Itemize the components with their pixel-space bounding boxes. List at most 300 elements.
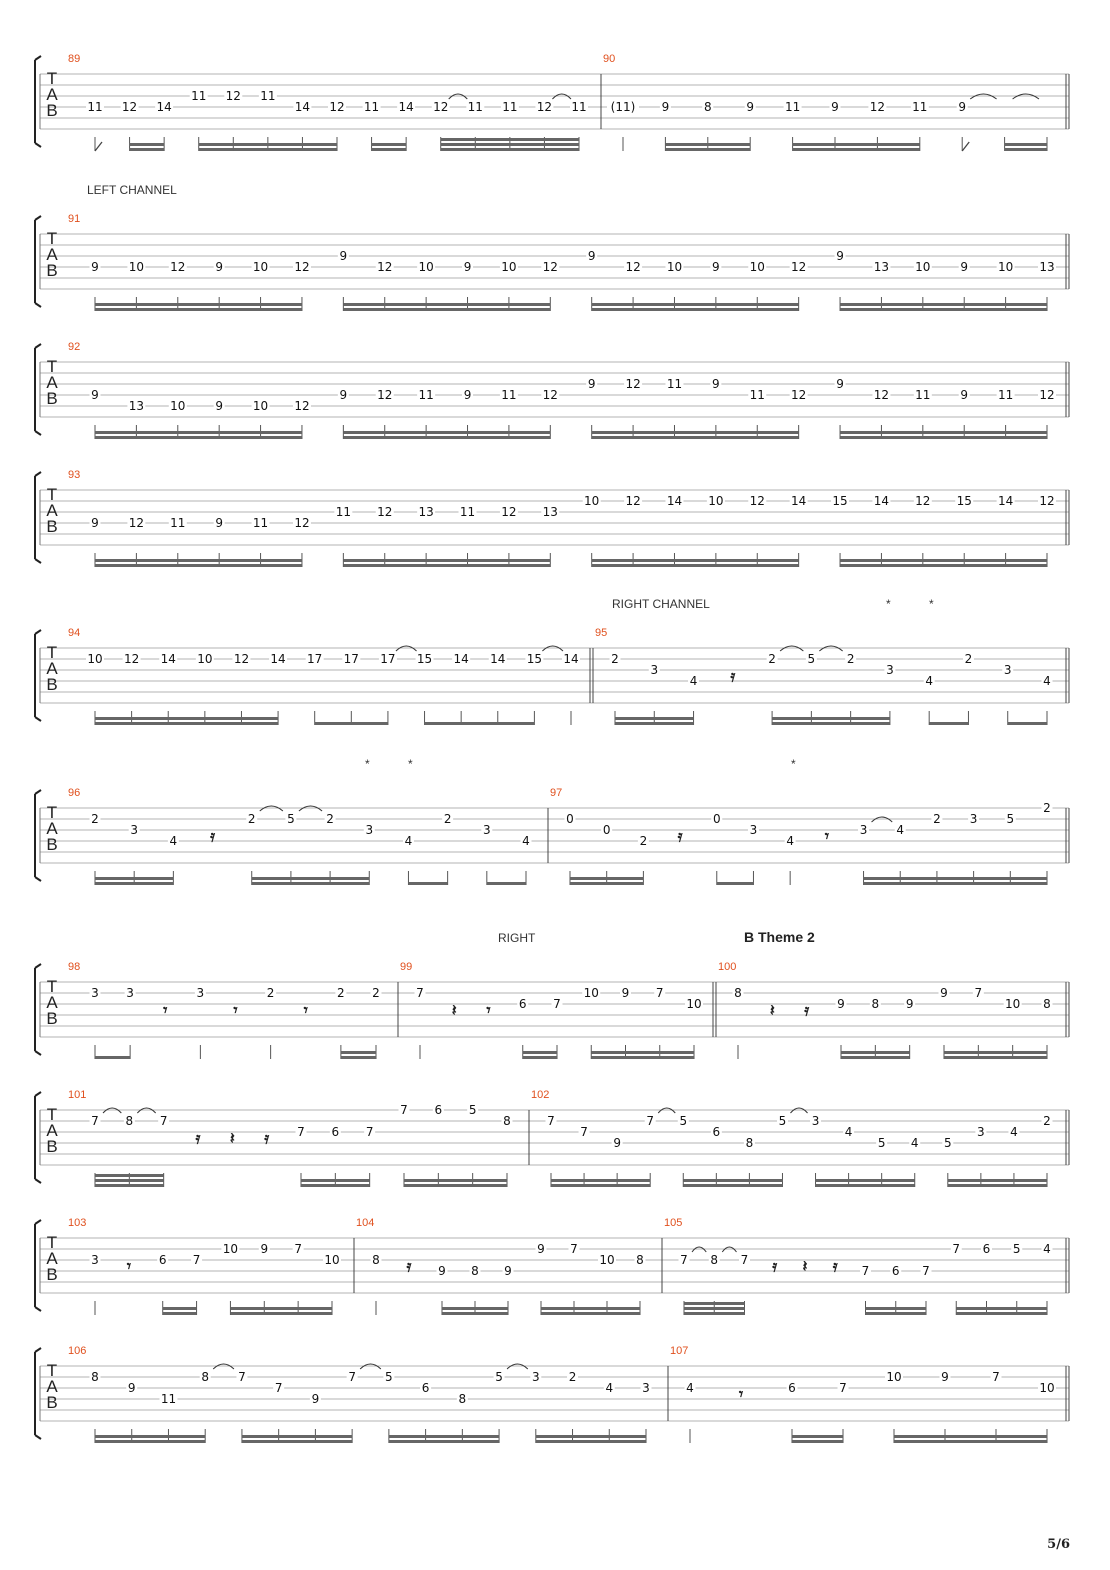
fret-number: 11 [260,89,276,103]
fret-number: 3 [642,1381,650,1395]
tab-clef-letter: A [46,85,58,104]
fret-number: 6 [891,1264,900,1278]
beam [233,148,337,151]
beam [301,1179,370,1182]
beam [570,882,643,885]
tie-arc [542,646,563,651]
fret-number: 9 [91,516,99,530]
fret-number: 12 [121,100,138,114]
beam [252,877,370,880]
beam [948,1184,1047,1187]
beam [592,436,799,439]
beam [95,877,173,880]
fret-number: 10 [222,1242,239,1256]
beam [130,148,165,151]
tab-clef-letter: T [46,229,58,248]
fret-number: 8 [372,1253,380,1267]
fret-number: 9 [960,260,969,274]
fret-number: 4 [522,834,530,848]
fret-number: 6 [331,1125,340,1139]
beam [592,431,799,434]
fret-number: 9 [613,1136,621,1150]
fret-number: 9 [712,377,720,391]
fret-number: 13 [1039,260,1055,274]
tie-arc [692,1247,706,1252]
fret-number: 10 [252,399,269,413]
beam [441,138,579,141]
fret-number: 8 [458,1392,467,1406]
beam [343,431,550,434]
beam [442,1312,508,1315]
measure-number: 99 [400,961,413,973]
beam [95,1435,205,1438]
tab-clef-letter: T [46,357,58,376]
beam [840,436,1047,439]
beam [389,1440,499,1443]
fret-number: 10 [324,1253,340,1267]
fret-number: 9 [941,1370,949,1384]
tab-clef-letter: T [46,69,58,88]
fret-number: 3 [1003,663,1012,677]
fret-number: 2 [768,652,776,666]
beam [315,722,388,725]
beam [615,722,694,725]
fret-number: 8 [201,1370,210,1384]
beam [792,1435,843,1438]
measure-number: 103 [68,1217,87,1229]
fret-number: 8 [1043,997,1051,1011]
beam [163,1307,197,1310]
fret-number: 3 [749,823,758,837]
articulation-star: * [886,597,891,611]
beam [944,1056,1047,1059]
beam [929,722,968,725]
beam [441,143,579,146]
fret-number: 14 [666,494,683,508]
fret-number: 14 [270,652,286,666]
fret-number: 9 [215,399,223,413]
tie-arc [552,94,571,99]
beam [95,431,302,434]
section-title: B Theme 2 [744,929,815,945]
fret-number: (11) [610,100,636,114]
fret-number: 10 [170,399,186,413]
tie-arc [213,1364,234,1369]
fret-number: 7 [159,1114,168,1128]
fret-number: 2 [611,652,619,666]
tie-arc [790,1108,807,1113]
tab-clef-letter: A [46,1377,58,1396]
tab-clef-letter: B [46,1009,58,1028]
fret-number: 7 [839,1381,847,1395]
fret-number: 10 [584,494,600,508]
fret-number: 9 [438,1264,446,1278]
fret-number: 6 [982,1242,991,1256]
fret-number: 7 [570,1242,578,1256]
fret-number: 2 [91,812,99,826]
fret-number: 9 [463,260,472,274]
fret-number: 2 [639,834,648,848]
fret-number: 5 [287,812,295,826]
fret-number: 12 [433,100,449,114]
beam [665,148,750,151]
tab-clef-letter: A [46,1121,58,1140]
tab-system [35,1089,1069,1187]
fret-number: 8 [636,1253,644,1267]
fret-number: 14 [398,100,414,114]
fret-number: 15 [832,494,848,508]
fret-number: 13 [418,505,434,519]
tab-clef-letter: T [46,977,58,996]
tab-clef-letter: B [46,517,58,536]
measure-number: 101 [68,1089,87,1101]
rest-symbol: 𝄿 [406,1256,412,1276]
fret-number: 7 [294,1242,302,1256]
fret-number: 8 [734,986,742,1000]
beam [199,148,234,151]
articulation-star: * [408,757,413,771]
fret-number: 12 [329,100,345,114]
tab-system [35,1217,1069,1315]
beam [95,303,302,306]
fret-number: 9 [339,388,348,402]
fret-number: 9 [960,388,969,402]
fret-number: 13 [128,399,145,413]
fret-number: 4 [925,674,934,688]
beam [684,1312,745,1315]
fret-number: 4 [689,674,698,688]
fret-number: 10 [599,1253,615,1267]
articulation-star: * [365,757,370,771]
fret-number: 12 [501,505,517,519]
fret-number: 3 [977,1125,985,1139]
fret-number: 7 [992,1370,1000,1384]
fret-number: 10 [886,1370,902,1384]
fret-number: 10 [128,260,145,274]
tab-clef-letter: B [46,1393,58,1412]
fret-number: 3 [969,812,978,826]
beam [95,1179,164,1182]
fret-number: 3 [886,663,894,677]
fret-number: 6 [421,1381,430,1395]
beam [840,564,1047,567]
fret-number: 7 [91,1114,99,1128]
fret-number: 6 [158,1253,167,1267]
beam [864,882,1047,885]
fret-number: 3 [91,986,99,1000]
channel-label: RIGHT [498,931,536,945]
beam [1005,148,1047,151]
tab-clef-letter: T [46,1105,58,1124]
fret-number: 3 [196,986,205,1000]
channel-label: LEFT CHANNEL [87,183,177,197]
measure-number: 106 [68,1345,87,1357]
beam [233,143,337,146]
fret-number: 9 [215,260,223,274]
beam [551,1184,650,1187]
fret-number: 3 [126,986,134,1000]
beam [816,1179,915,1182]
tie-arc [260,806,283,811]
fret-number: 6 [434,1103,443,1117]
beam [95,564,302,567]
fret-number: 10 [252,260,269,274]
fret-number: 3 [130,823,139,837]
beam [408,882,447,885]
fret-number: 14 [490,652,506,666]
tab-system [35,597,1069,725]
fret-number: 8 [503,1114,511,1128]
beam [615,717,694,720]
fret-number: 7 [553,997,561,1011]
beam [95,1440,205,1443]
beam [487,882,526,885]
fret-number: 17 [380,652,396,666]
fret-number: 9 [836,377,844,391]
beam [536,1440,646,1443]
tie-arc [360,1364,381,1369]
beam [541,1312,640,1315]
beam [523,1056,557,1059]
fret-number: 11 [170,516,186,530]
fret-number: 14 [156,100,172,114]
beam [536,1435,646,1438]
fret-number: 10 [1005,997,1021,1011]
fret-number: 9 [621,986,630,1000]
fret-number: 7 [861,1264,870,1278]
fret-number: 10 [666,260,683,274]
fret-number: 12 [123,652,140,666]
fret-number: 7 [416,986,424,1000]
fret-number: 8 [710,1253,719,1267]
tie-arc [658,1108,675,1113]
fret-number: 10 [1039,1381,1055,1395]
tab-system [35,469,1069,567]
fret-number: 11 [335,505,351,519]
fret-number: 12 [294,399,310,413]
beam [252,882,370,885]
beam [230,1312,332,1315]
fret-number: 11 [363,100,380,114]
beam [441,148,579,151]
beam [343,564,550,567]
fret-number: 11 [997,388,1014,402]
fret-number: 9 [940,986,948,1000]
beam [592,303,799,306]
beam [404,1179,507,1182]
fret-number: 13 [873,260,890,274]
tab-clef-letter: T [46,1233,58,1252]
beam [95,1056,130,1059]
rest-symbol: 𝄽 [451,1000,457,1020]
measure-number: 104 [356,1217,375,1229]
fret-number: 12 [542,260,558,274]
fret-number: 12 [791,388,807,402]
fret-number: 17 [307,652,323,666]
fret-number: 12 [791,260,807,274]
beam [95,308,302,311]
measure-number: 105 [664,1217,683,1229]
beam [372,148,407,151]
beam [592,308,799,311]
fret-number: 3 [482,823,491,837]
fret-number: 3 [531,1370,540,1384]
fret-number: 2 [247,812,256,826]
fret-number: 5 [778,1114,787,1128]
fret-number: 7 [680,1253,688,1267]
fret-number: 7 [974,986,983,1000]
tab-system [35,53,1069,151]
fret-number: 7 [400,1103,408,1117]
beam [551,1179,650,1182]
fret-number: 4 [686,1381,694,1395]
tie-arc [299,806,322,811]
rest-symbol: 𝄾 [824,826,829,846]
measure-number: 97 [550,787,563,799]
measure-number: 95 [595,627,608,639]
fret-number: 12 [625,260,641,274]
fret-number: 10 [915,260,931,274]
fret-number: 14 [160,652,176,666]
fret-number: 3 [811,1114,820,1128]
beam [840,559,1047,562]
fret-number: 13 [542,505,558,519]
tab-clef-letter: B [46,675,58,694]
beam [841,1051,910,1054]
tie-arc [722,1247,736,1252]
beam [772,717,890,720]
beam [301,1184,370,1187]
fret-number: 9 [260,1242,269,1256]
beam [372,143,407,146]
tab-clef-letter: B [46,1265,58,1284]
fret-number: 9 [712,260,720,274]
measure-number: 90 [603,53,616,65]
fret-number: 8 [91,1370,99,1384]
beam [793,148,920,151]
fret-number: 7 [274,1381,283,1395]
tab-clef-letter: A [46,819,58,838]
fret-number: 10 [197,652,213,666]
note-flag [962,142,969,151]
beam [130,143,165,146]
fret-number: 11 [252,516,269,530]
fret-number: 14 [791,494,807,508]
fret-number: 9 [831,100,839,114]
fret-number: 7 [922,1264,930,1278]
fret-number: 10 [501,260,517,274]
fret-number: 2 [846,652,855,666]
measure-number: 107 [670,1345,689,1357]
rest-symbol: 𝄾 [486,1000,491,1020]
tab-clef-letter: A [46,659,58,678]
fret-number: 12 [1039,388,1055,402]
fret-number: 10 [87,652,103,666]
fret-number: 4 [404,834,413,848]
fret-number: 15 [526,652,543,666]
rest-symbol: 𝄾 [126,1256,131,1276]
tab-clef-letter: A [46,993,58,1012]
fret-number: 2 [443,812,452,826]
fret-number: 2 [964,652,973,666]
fret-number: 11 [160,1392,177,1406]
fret-number: 14 [563,652,579,666]
tab-clef-letter: T [46,803,58,822]
fret-number: 9 [91,260,99,274]
fret-number: 4 [1010,1125,1018,1139]
fret-number: 9 [215,516,223,530]
fret-number: 4 [1043,674,1051,688]
fret-number: 3 [650,663,659,677]
fret-number: 10 [749,260,765,274]
tab-system [35,929,1069,1059]
fret-number: 8 [703,100,712,114]
beam [404,1184,507,1187]
measure-number: 96 [68,787,81,799]
rest-symbol: 𝄽 [229,1128,235,1148]
beam [894,1435,1047,1438]
channel-label: RIGHT CHANNEL [612,597,710,611]
tab-clef-letter: T [46,643,58,662]
tab-clef-letter: A [46,373,58,392]
fret-number: 9 [311,1392,320,1406]
measure-number: 91 [68,213,81,225]
tab-clef-letter: B [46,835,58,854]
beam [523,1051,557,1054]
fret-number: 2 [1043,801,1051,815]
beam [683,1179,782,1182]
fret-number: 11 [912,100,928,114]
fret-number: 11 [87,100,103,114]
fret-number: 15 [416,652,433,666]
tab-clef-letter: A [46,501,58,520]
fret-number: 9 [587,249,596,263]
beam [230,1307,332,1310]
beam [864,877,1047,880]
fret-number: 9 [661,100,670,114]
beam [343,308,550,311]
fret-number: 2 [266,986,275,1000]
rest-symbol: 𝄿 [730,666,736,686]
beam [95,559,302,562]
fret-number: 12 [225,89,241,103]
beam [665,143,750,146]
fret-number: 9 [127,1381,136,1395]
fret-number: 7 [297,1125,305,1139]
tie-arc [396,646,417,651]
beam [772,722,890,725]
beam [840,431,1047,434]
beam [591,1056,694,1059]
tie-arc [137,1108,155,1113]
fret-number: 12 [294,260,310,274]
fret-number: 2 [337,986,345,1000]
rest-symbol: 𝄿 [832,1256,838,1276]
beam [343,559,550,562]
fret-number: 5 [495,1370,503,1384]
tie-arc [970,94,996,99]
beam [242,1440,352,1443]
tie-arc [449,94,468,99]
beam [591,1051,694,1054]
beam [816,1184,915,1187]
fret-number: 11 [915,388,931,402]
tab-clef-letter: T [46,485,58,504]
fret-number: 9 [339,249,348,263]
fret-number: 2 [326,812,334,826]
fret-number: 10 [583,986,599,1000]
tie-arc [507,1364,528,1369]
